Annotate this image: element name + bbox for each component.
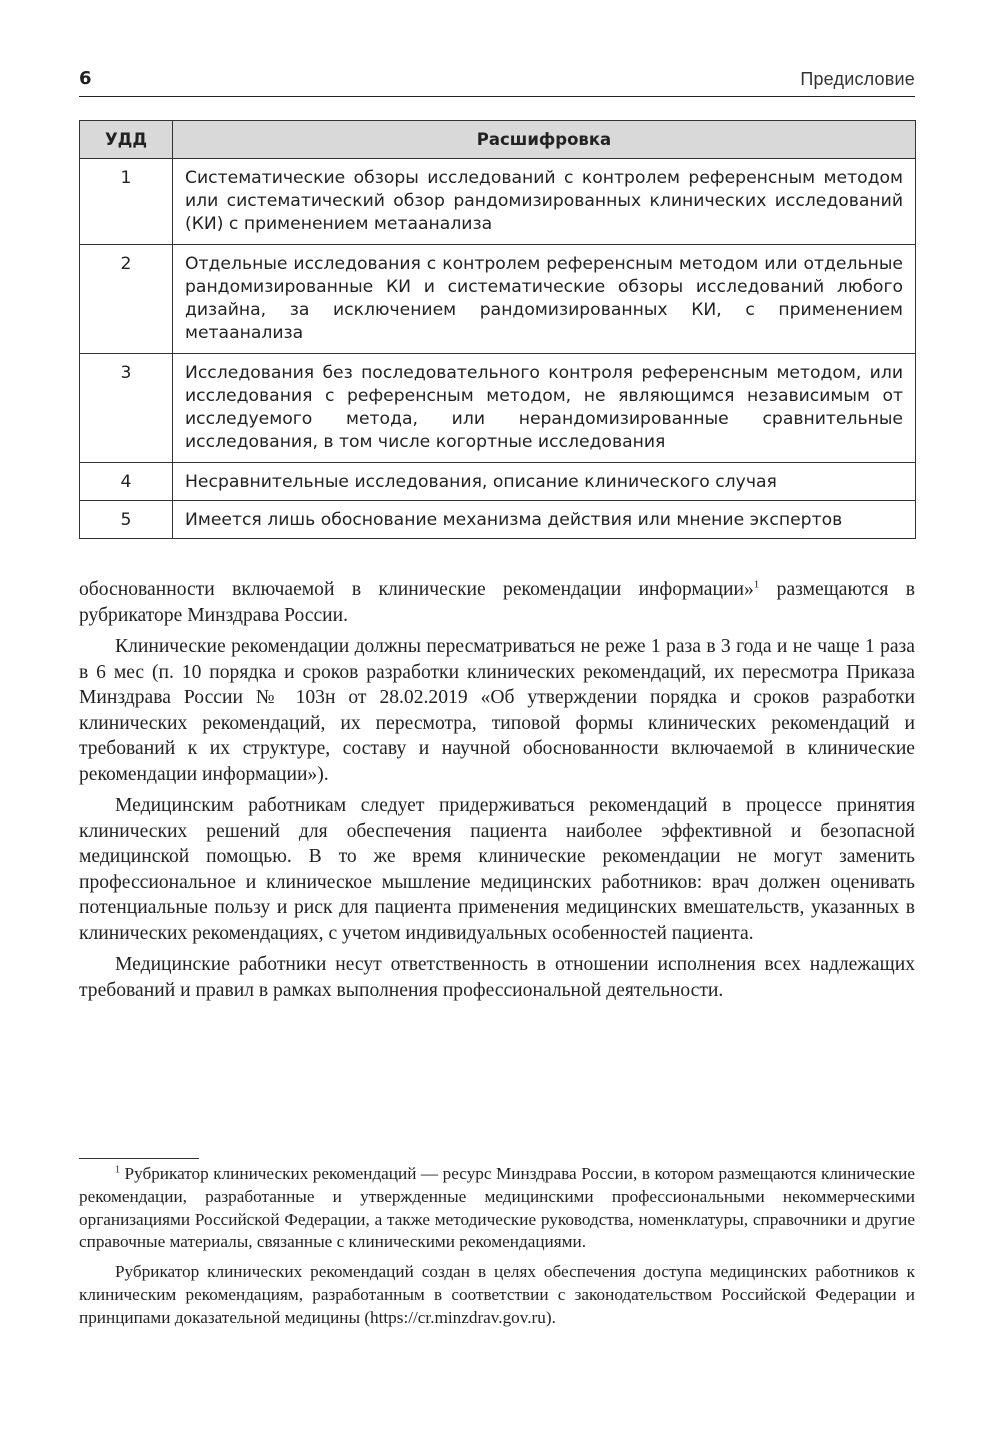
paragraph-text: размещаются в рубрикаторе Минздрава России. bbox=[79, 579, 916, 626]
paragraph: Медицинским работникам следует придерживаться рекомендаций в процессе принятия клинических решений для обеспечения пациента наиболее эффективной и безопасной медицинской помощью. В то же время клинические рекомендации не могут заменить профессиональное и клиническое мышление медицинских работников: врач должен оценивать потенциальные пользу и риск для пациента применения медицинских вмешательств, указанных в клинических рекомендациях, с учетом индивидуальных особенностей пациента. bbox=[79, 795, 915, 944]
level-cell: 2 bbox=[80, 245, 173, 354]
description-cell: Имеется лишь обоснование механизма действия или мнение экспертов bbox=[173, 501, 916, 539]
column-header-description: Расшифровка bbox=[173, 121, 916, 159]
table-header-row bbox=[80, 121, 916, 159]
table-row bbox=[80, 159, 916, 245]
level-cell: 1 bbox=[80, 159, 173, 245]
description-cell: Систематические обзоры исследований с контролем референсным методом или систематический обзор рандомизированных клинических исследований (КИ) с применением метаанализа bbox=[173, 159, 916, 245]
level-cell: 3 bbox=[80, 354, 173, 463]
column-header-level: УДД bbox=[80, 121, 173, 159]
description-cell: Отдельные исследования с контролем референсным методом или отдельные рандомизированные КИ и систематические обзоры исследований любого дизайна, за исключением рандомизированных КИ, с применением метаанализа bbox=[173, 245, 916, 354]
paragraph: Клинические рекомендации должны пересматриваться не реже 1 раза в 3 года и не чаще 1 раза в 6 мес (п. 10 порядка и сроков разработки клинических рекомендаций, их пересмотра Приказа Минздрава России № 103н от 28.02.2019 «Об утверждении порядка и сроков разработки клинических рекомендаций, их пересмотра, типовой формы клинических рекомендаций и требований к их структуре, составу и научной обоснованности включаемой в клинические рекомендации информации»). bbox=[79, 636, 915, 785]
page-number: 6 bbox=[79, 68, 92, 89]
table-row bbox=[80, 501, 916, 539]
description-cell: Несравнительные исследования, описание клинического случая bbox=[173, 463, 916, 501]
table-row bbox=[80, 354, 916, 463]
footnote-text: Рубрикатор клинических рекомендаций — ресурс Минздрава России, в котором размещаются клинические рекомендации, разработанные и утвержденные медицинскими профессиональными некоммерческими организациями Российской Федерации, а также методические руководства, номенклатуры, справочники и другие справочные материалы, связанные с клиническими рекомендациями. bbox=[79, 1164, 915, 1252]
footnote-divider bbox=[79, 1158, 199, 1159]
footnote-marker: 1 bbox=[115, 1164, 120, 1176]
footnote bbox=[79, 1163, 915, 1254]
paragraph-text: обоснованности включаемой в клинические рекомендации информации» bbox=[79, 579, 754, 600]
footnote: Рубрикатор клинических рекомендаций создан в целях обеспечения доступа медицинских работников к клиническим рекомендациям, разработанным в соответствии с законодательством Российской Федерации и принципами доказательной медицины (https://cr.minzdrav.gov.ru). bbox=[79, 1262, 915, 1327]
body-text bbox=[79, 577, 915, 1003]
level-cell: 4 bbox=[80, 463, 173, 501]
footnote-reference[interactable]: 1 bbox=[753, 578, 760, 591]
running-title: Предисловие bbox=[800, 69, 915, 89]
paragraph: Медицинские работники несут ответственность в отношении исполнения всех надлежащих требований и правил в рамках выполнения профессиональной деятельности. bbox=[79, 954, 915, 1001]
paragraph-continuation bbox=[79, 577, 915, 628]
description-cell: Исследования без последовательного контроля референсным методом, или исследования с референсным методом, не являющимся независимым от исследуемого метода, или нерандомизированные сравнительные исследования, в том числе когортные исследования bbox=[173, 354, 916, 463]
table-row bbox=[80, 245, 916, 354]
level-cell: 5 bbox=[80, 501, 173, 539]
footnotes bbox=[79, 1163, 915, 1330]
page-header bbox=[79, 66, 915, 97]
table-row bbox=[80, 463, 916, 501]
evidence-level-table bbox=[79, 120, 916, 539]
